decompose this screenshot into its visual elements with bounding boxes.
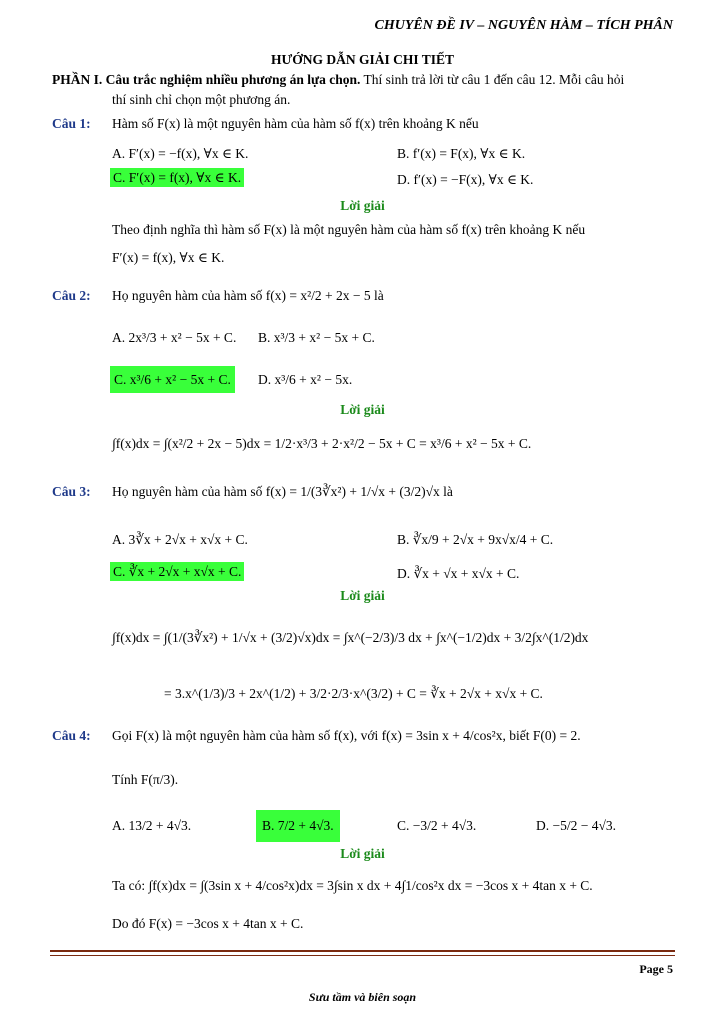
option-b: B. x³/3 + x² − 5x + C. (258, 330, 375, 345)
part-intro (52, 72, 624, 88)
highlight-answer: C. F′(x) = f(x), ∀x ∈ K. (110, 168, 244, 187)
running-header: CHUYÊN ĐỀ IV – NGUYÊN HÀM – TÍCH PHÂN (374, 18, 673, 33)
question-stem-2: Tính F(π/3). (112, 772, 179, 787)
footer-rule-thin (50, 955, 675, 956)
option-b-correct (256, 810, 340, 842)
question-stem: Hàm số F(x) là một nguyên hàm của hàm số f(x) trên khoảng K nếu (112, 116, 479, 131)
option-c-correct (110, 170, 244, 186)
solution-heading: Lời giải (340, 198, 385, 213)
footer-note: Sưu tầm và biên soạn (308, 990, 417, 1004)
option-a: A. 13/2 + 4√3. (112, 818, 192, 833)
question-stem: Họ nguyên hàm của hàm số f(x) = x²/2 + 2x − 5 là (112, 288, 384, 303)
question-label: Câu 4: (52, 728, 91, 743)
solution-formula: ∫f(x)dx = ∫(x²/2 + 2x − 5)dx = 1/2·x³/3 + 2·x²/2 − 5x + C = x³/6 + x² − 5x + C. (112, 436, 532, 451)
solution-formula: ∫f(x)dx = ∫(1/(3∛x²) + 1/√x + (3/2)√x)dx = ∫x^(−2/3)/3 dx + ∫x^(−1/2)dx + 3/2∫x^(1/2)dx (112, 630, 589, 645)
page-number: Page 5 (639, 962, 673, 976)
solution-heading: Lời giải (340, 846, 385, 861)
part-text: Thí sinh trả lời từ câu 1 đến câu 12. Mỗi câu hỏi (360, 72, 625, 87)
solution-heading: Lời giải (340, 402, 385, 417)
solution-formula: = 3.x^(1/3)/3 + 2x^(1/2) + 3/2·2/3·x^(3/2) + C = ∛x + 2√x + x√x + C. (164, 686, 543, 701)
question-label: Câu 3: (52, 484, 91, 499)
option-d: D. f′(x) = −F(x), ∀x ∈ K. (397, 172, 534, 187)
option-a: A. 2x³/3 + x² − 5x + C. (112, 330, 237, 345)
question-label: Câu 2: (52, 288, 91, 303)
question-stem: Gọi F(x) là một nguyên hàm của hàm số f(x), với f(x) = 3sin x + 4/cos²x, biết F(0) = 2. (112, 728, 581, 743)
option-c: C. −3/2 + 4√3. (397, 818, 477, 833)
section-title: HƯỚNG DẪN GIẢI CHI TIẾT (270, 52, 455, 67)
question-stem: Họ nguyên hàm của hàm số f(x) = 1/(3∛x²) + 1/√x + (3/2)√x là (112, 484, 453, 499)
question-label: Câu 1: (52, 116, 91, 131)
part-text-2: thí sinh chỉ chọn một phương án. (112, 92, 291, 107)
option-b: B. ∛x/9 + 2√x + 9x√x/4 + C. (397, 532, 554, 547)
highlight-answer: C. ∛x + 2√x + x√x + C. (110, 562, 244, 581)
option-c-correct (110, 372, 235, 388)
option-d: D. ∛x + √x + x√x + C. (397, 566, 520, 581)
option-c-correct (110, 564, 244, 580)
option-a: A. 3∛x + 2√x + x√x + C. (112, 532, 248, 547)
solution-text: F′(x) = f(x), ∀x ∈ K. (112, 250, 225, 265)
part-label: PHẦN I. Câu trắc nghiệm nhiều phương án lựa chọn. (52, 72, 361, 87)
solution-text: Theo định nghĩa thì hàm số F(x) là một nguyên hàm của hàm số f(x) trên khoảng K nếu (112, 222, 586, 237)
highlight-answer: C. x³/6 + x² − 5x + C. (110, 366, 235, 393)
highlight-answer: B. 7/2 + 4√3. (256, 810, 340, 842)
footer-rule (50, 950, 675, 952)
option-d: D. x³/6 + x² − 5x. (258, 372, 353, 387)
solution-formula: Do đó F(x) = −3cos x + 4tan x + C. (112, 916, 304, 931)
option-d: D. −5/2 − 4√3. (536, 818, 617, 833)
solution-formula: Ta có: ∫f(x)dx = ∫(3sin x + 4/cos²x)dx = 3∫sin x dx + 4∫1/cos²x dx = −3cos x + 4tan x + C. (112, 878, 593, 893)
solution-heading: Lời giải (340, 588, 385, 603)
option-a: A. F′(x) = −f(x), ∀x ∈ K. (112, 146, 249, 161)
option-b: B. f′(x) = F(x), ∀x ∈ K. (397, 146, 526, 161)
